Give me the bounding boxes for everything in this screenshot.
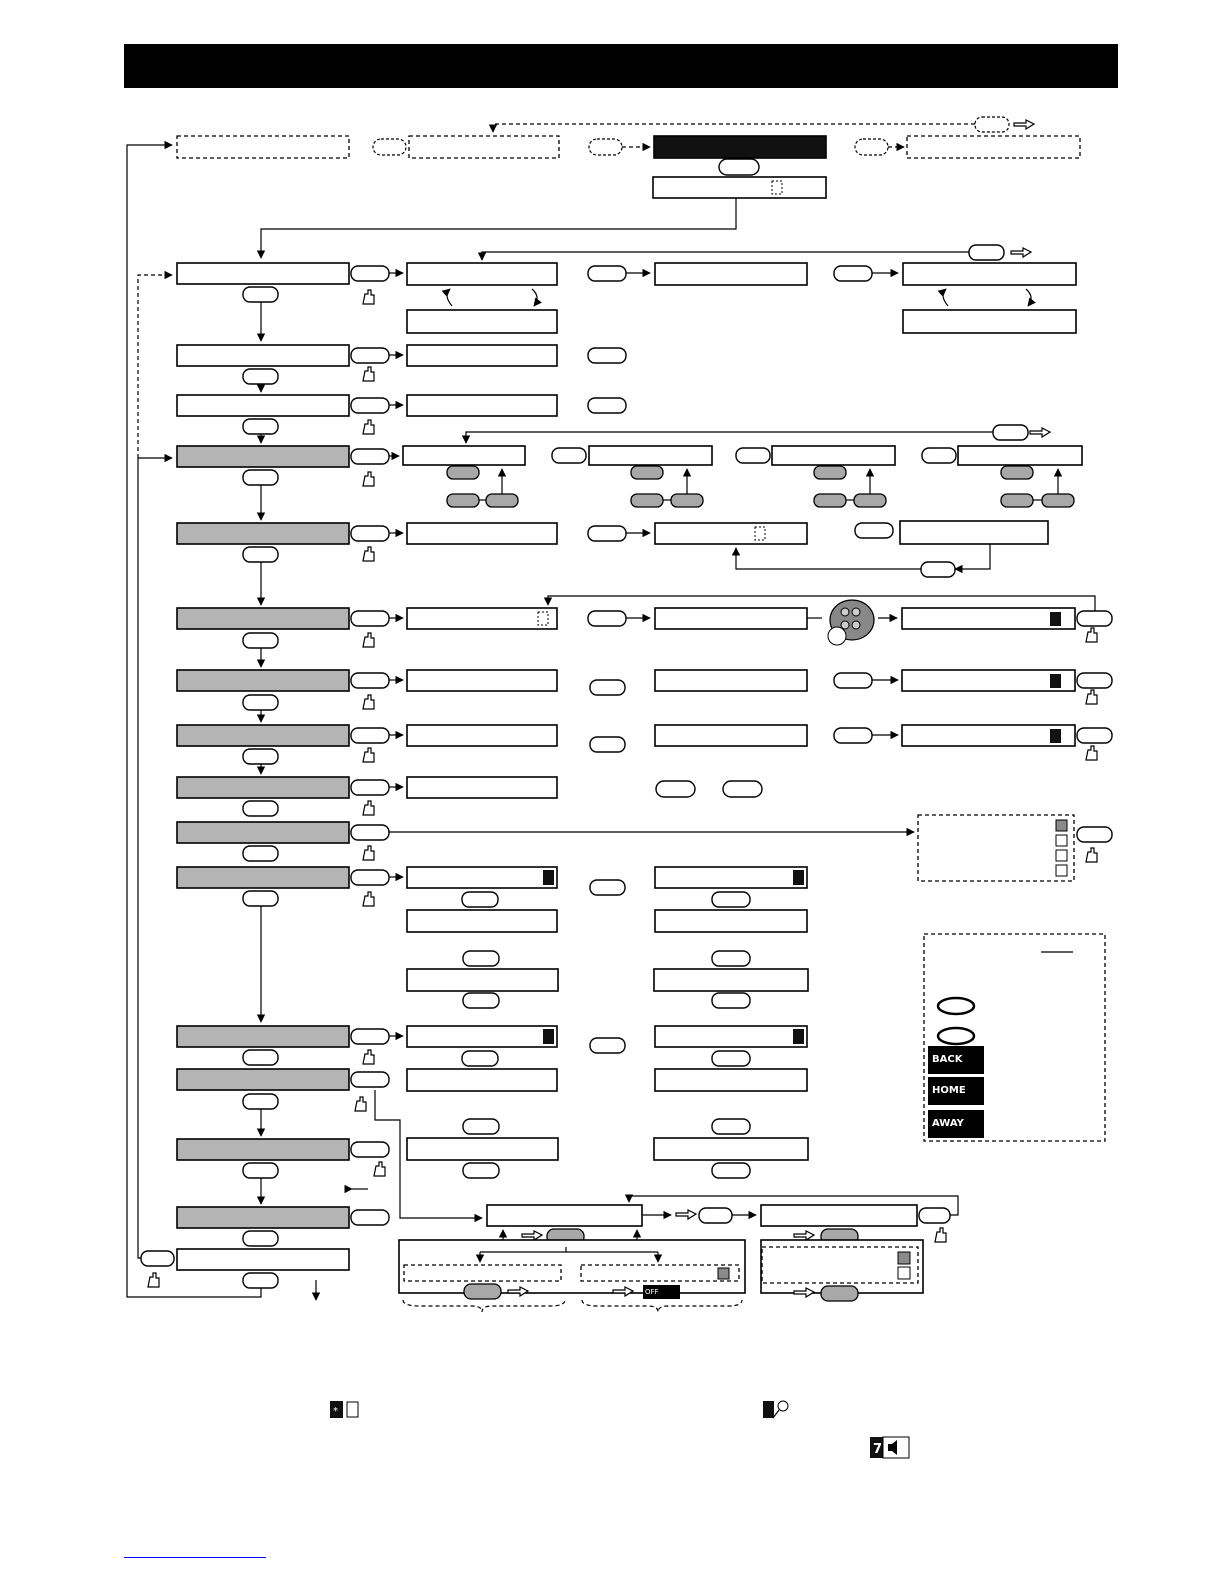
menu-item-14 — [177, 1139, 349, 1160]
row7-box-a — [407, 670, 557, 691]
row3-box — [407, 395, 557, 416]
row1-box-b — [655, 263, 807, 285]
menu-item-2 — [177, 345, 349, 366]
top-dashed-pill-1 — [373, 139, 406, 155]
ok-key-pills — [351, 266, 389, 1225]
top-dashed-pill-2 — [589, 139, 622, 155]
top-dashed-box-2 — [409, 136, 559, 158]
options-panel — [918, 815, 1074, 881]
menu-item-4 — [177, 446, 349, 467]
seven-mute-icon — [870, 1437, 909, 1458]
row2-box — [407, 345, 557, 366]
menu-item-11 — [177, 867, 349, 888]
away-key: AWAY — [928, 1110, 984, 1138]
keyfob-icon — [828, 600, 874, 645]
top-return-pill — [975, 117, 1009, 132]
menu-item-3 — [177, 395, 349, 416]
menu-item-5 — [177, 523, 349, 544]
menu-item-6 — [177, 608, 349, 629]
row5-box-c — [900, 521, 1048, 544]
row6-box-c — [902, 608, 1075, 629]
row8-box-a — [407, 725, 557, 746]
row1-box-a — [407, 263, 557, 285]
exit-box-a — [487, 1205, 642, 1226]
row1-box-c — [903, 263, 1076, 285]
row5-box-b — [655, 523, 807, 544]
exit-box-b — [761, 1205, 917, 1226]
menu-item-7 — [177, 670, 349, 691]
menu-item-1 — [177, 263, 349, 284]
off-key: OFF — [643, 1285, 680, 1299]
row8-box-b — [655, 725, 807, 746]
code-entry-box — [653, 177, 826, 198]
svg-text:*: * — [333, 1406, 338, 1417]
row7-box-b — [655, 670, 807, 691]
top-dashed-box-1 — [177, 136, 349, 158]
row9-box — [407, 777, 557, 798]
mode-display-black — [654, 136, 826, 158]
row5-box-a — [407, 523, 557, 544]
row1-box-a2 — [407, 310, 557, 333]
menu-item-12 — [177, 1026, 349, 1047]
menu-item-13 — [177, 1069, 349, 1090]
menu-item-exit — [177, 1249, 349, 1270]
row12-box-b — [655, 1026, 807, 1047]
enter-code-key — [719, 159, 759, 175]
row11-box-b — [655, 867, 807, 888]
row8-box-c — [902, 725, 1075, 746]
row1-box-c2 — [903, 310, 1076, 333]
back-key: BACK — [928, 1046, 984, 1074]
home-key: HOME — [928, 1077, 984, 1105]
zero-search-icon — [763, 1401, 788, 1418]
menu-item-15 — [177, 1207, 349, 1228]
row11-box-a — [407, 867, 557, 888]
row4-group — [403, 425, 1082, 507]
menu-item-8 — [177, 725, 349, 746]
row7-box-c — [902, 670, 1075, 691]
row12-box-a — [407, 1026, 557, 1047]
star-menu-icon — [330, 1401, 358, 1418]
menu-item-9 — [177, 777, 349, 798]
top-dashed-pill-3 — [855, 139, 888, 155]
row6-box-a — [407, 608, 557, 629]
menu-item-10 — [177, 822, 349, 843]
row6-box-b — [655, 608, 807, 629]
svg-text:7: 7 — [873, 1442, 883, 1457]
top-dashed-box-3 — [907, 136, 1080, 158]
footer-link-underline[interactable] — [124, 1557, 266, 1558]
